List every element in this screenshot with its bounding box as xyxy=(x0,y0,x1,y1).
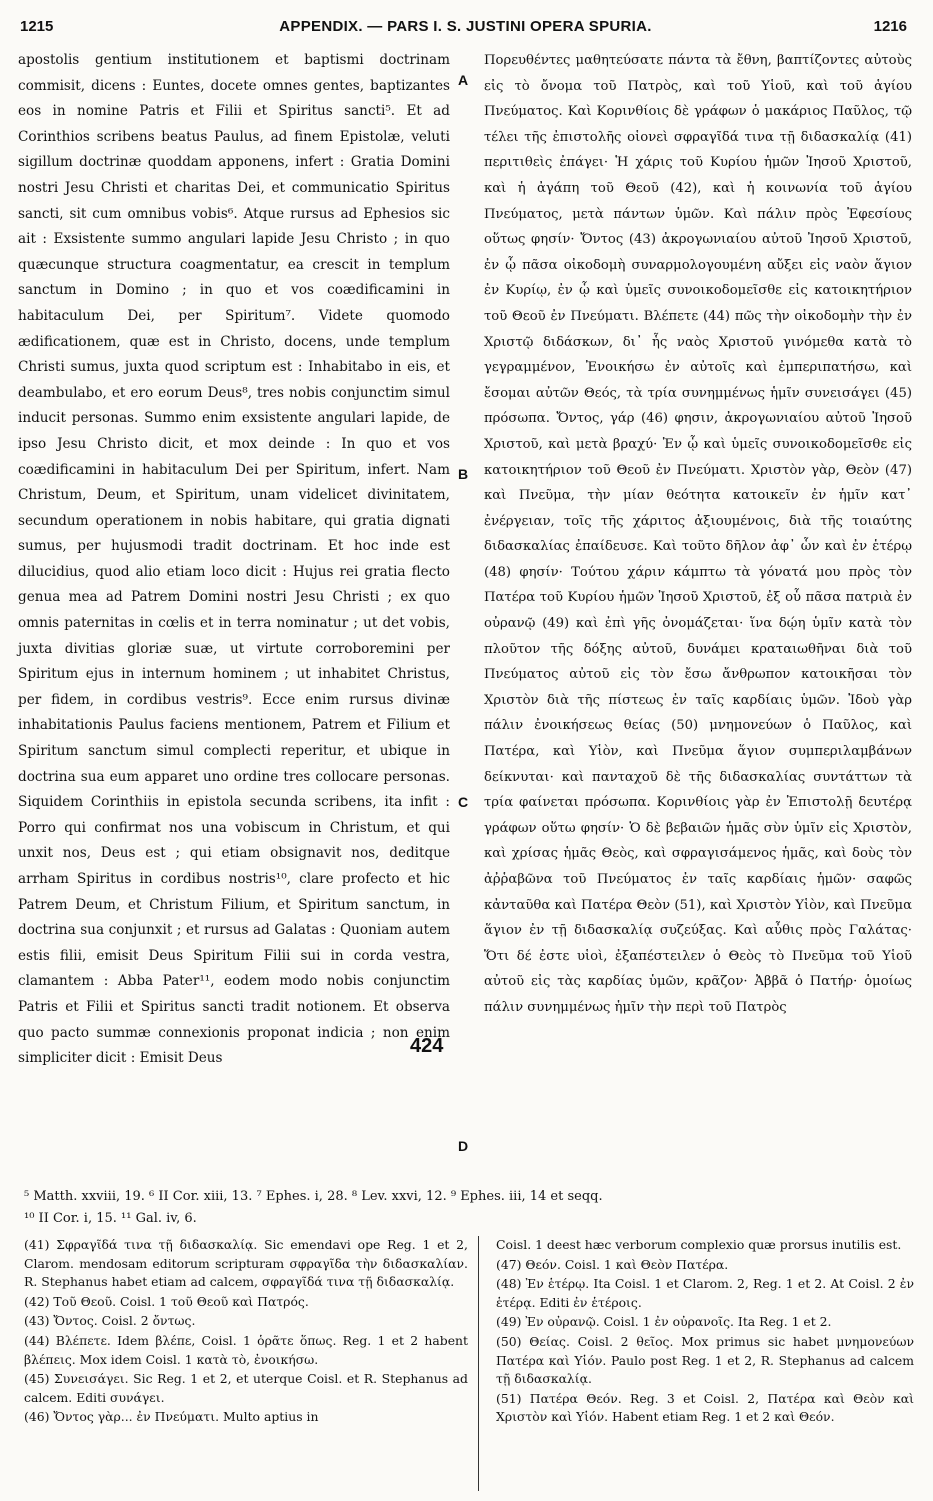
margin-letter-d: D xyxy=(458,1138,469,1154)
page-number-right: 1216 xyxy=(873,18,907,35)
scripture-ref-line: ¹⁰ II Cor. i, 15. ¹¹ Gal. iv, 6. xyxy=(24,1211,197,1226)
page xyxy=(18,14,913,1489)
footnote: (48) Ἐν ἑτέρῳ. Ita Coisl. 1 et Clarom. 2, Reg. 1 et 2. At Coisl. 2 ἐν ἑτέρᾳ. Editi ἐν ἑτέροις. xyxy=(496,1276,914,1310)
scripture-references xyxy=(24,1186,909,1230)
page-mark: 424 xyxy=(410,1035,444,1057)
footnote: (41) Σφραγῖδά τινα τῇ διδασκαλίᾳ. Sic emendavi ope Reg. 1 et 2, Clarom. mendosam editorum scripturam σφραγῖδα τὴν διδασκαλίαν. R. Stephanus habet etiam ad calcem, σφραγῖδά τινα τῇ διδασκαλίᾳ. xyxy=(24,1237,468,1290)
greek-text: Πορευθέντες μαθητεύσατε πάντα τὰ ἔθνη, βαπτίζοντες αὐτοὺς εἰς τὸ ὄνομα τοῦ Πατρὸς, καὶ τοῦ Υἱοῦ, καὶ τοῦ ἁγίου Πνεύματος. Καὶ Κορινθίοις δὲ γράφων ὁ μακάριος Παῦλος, τῷ τέλει τῆς ἐπιστολῆς οἱονεὶ σφραγῖδά τινα τῇ διδασκαλίᾳ (41) περιτιθεὶς ἐπάγει· Ἡ χάρις τοῦ Κυρίου ἡμῶν Ἰησοῦ Χριστοῦ, καὶ ἡ ἀγάπη τοῦ Θεοῦ (42), καὶ ἡ κοινωνία τοῦ ἁγίου Πνεύματος, μετὰ πάντων ὑμῶν. Καὶ πάλιν πρὸς Ἐφεσίους οὕτως φησίν· Ὄντος (43) ἀκρογωνιαίου αὐτοῦ Ἰησοῦ Χριστοῦ, ἐν ᾧ πᾶσα οἰκοδομὴ συναρμολογουμένη αὔξει εἰς ναὸν ἅγιον ἐν Κυρίῳ, ἐν ᾧ καὶ ὑμεῖς συνοικοδομεῖσθε εἰς κατοικητήριον τοῦ Θεοῦ ἐν Πνεύματι. Βλέπετε (44) πῶς τὴν οἰκοδομὴν τὴν ἐν Χριστῷ διδάσκων, δι᾽ ἧς ναὸς Χριστοῦ γινόμεθα κατὰ τὸ γεγραμμένον, Ἐνοικήσω ἐν αὐτοῖς καὶ ἐμπεριπατήσω, καὶ ἔσομαι αὐτῶν Θεός, τὰ τρία συνημμένως ἡμῖν συνεισάγει (45) πρόσωπα. Ὄντος, γάρ (46) φησιν, ἀκρογωνιαίου αὐτοῦ Ἰησοῦ Χριστοῦ, καὶ μετὰ βραχύ· Ἐν ᾧ καὶ ὑμεῖς συνοικοδομεῖσθε εἰς κατοικητήριον τοῦ Θεοῦ ἐν Πνεύματι. Χριστὸν γὰρ, Θεὸν (47) καὶ Πνεῦμα, τὴν μίαν θεότητα κατοικεῖν ἐν ἡμῖν κατ᾽ ἐνέργειαν, τοῖς τῆς χάριτος ἀξιουμένοις, διὰ τῆς τοιαύτης διδασκαλίας ἐπαίδευσε. Καὶ τοῦτο δῆλον ἀφ᾽ ὧν καὶ ἐν ἑτέρῳ (48) φησίν· Τούτου χάριν κάμπτω τὰ γόνατά μου πρὸς τὸν Πατέρα τοῦ Κυρίου ἡμῶν Ἰησοῦ Χριστοῦ, ἐξ οὗ πᾶσα πατριὰ ἐν οὐρανῷ (49) καὶ ἐπὶ γῆς ὀνομάζεται· ἵνα δῴη ὑμῖν κατὰ τὸν πλοῦτον τῆς δόξης αὐτοῦ, δυνάμει κραταιωθῆναι διὰ τοῦ Πνεύματος αὐτοῦ εἰς τὸν ἔσω ἄνθρωπον κατοικῆσαι τὸν Χριστὸν διὰ τῆς πίστεως ἐν ταῖς καρδίαις ὑμῶν. Ἰδοὺ γὰρ πάλιν ἐνοικήσεως θείας (50) μνημονεύων ὁ Παῦλος, καὶ Πατέρα, καὶ Υἱὸν, καὶ Πνεῦμα ἅγιον συμπεριλαμβάνων δείκνυται· καὶ πανταχοῦ δὲ τῆς διδασκαλίας συντάττων τὰ τρία φαίνεται πρόσωπα. Κορινθίοις γὰρ ἐν Ἐπιστολῇ δευτέρᾳ γράφων οὕτω φησίν· Ὁ δὲ βεβαιῶν ἡμᾶς σὺν ὑμῖν εἰς Χριστὸν, καὶ χρίσας ἡμᾶς Θεὸς, καὶ σφραγισάμενος ἡμᾶς, καὶ δοὺς τὸν ἀῤῥαβῶνα τοῦ Πνεύματος ἐν ταῖς καρδίαις ἡμῶν· σαφῶς κἀνταῦθα καὶ Πατέρα Θεὸν (51), καὶ Χριστὸν Υἱὸν, καὶ Πνεῦμα ἅγιον ἐν τῇ διδασκαλίᾳ συζεύξας. Καὶ αὖθις πρὸς Γαλάτας· Ὅτι δέ ἐστε υἱοὶ, ἐξαπέστειλεν ὁ Θεὸς τὸ Πνεῦμα τοῦ Υἱοῦ αὐτοῦ εἰς τὰς καρδίας ὑμῶν, κρᾶζον· Ἀββᾶ ὁ Πατήρ· ὁμοίως πάλιν συνημμένως ἡμῖν τὴν περὶ τοῦ Πατρὸς xyxy=(484,53,912,1015)
page-number-left: 1215 xyxy=(20,18,54,35)
notes-divider xyxy=(478,1236,479,1491)
footnote: Coisl. 1 deest hæc verborum complexio quæ prorsus inutilis est. xyxy=(496,1237,902,1252)
notes-right-column xyxy=(496,1236,914,1428)
footnote: (47) Θεόν. Coisl. 1 καὶ Θεὸν Πατέρα. xyxy=(496,1256,729,1272)
footnote: (50) Θείας. Coisl. 2 θεῖος. Mox primus sic habet μνημονεύων Πατέρα καὶ Υἱόν. Paulo post Reg. 1 et 2, R. Stephanus ad calcem τῇ διδασκαλίᾳ. xyxy=(496,1333,914,1387)
margin-letter-a: A xyxy=(458,72,469,88)
notes-left-column xyxy=(24,1236,468,1428)
margin-letter-b: B xyxy=(458,466,469,482)
footnote: (43) Ὄντος. Coisl. 2 ὄντως. xyxy=(24,1313,196,1329)
header-title: APPENDIX. — PARS I. S. JUSTINI OPERA SPURIA. xyxy=(279,18,652,35)
latin-column xyxy=(18,48,450,1072)
footnote: (44) Βλέπετε. Idem βλέπε, Coisl. 1 ὁρᾶτε ὅπως. Reg. 1 et 2 habent βλέπεις. Mox idem Coisl. 1 κατὰ τὸ, ἐνοικήσω. xyxy=(24,1332,468,1367)
latin-text: apostolis gentium institutionem et baptismi doctrinam commisit, dicens : Euntes, docete omnes gentes, baptizantes eos in nomine Patris et Filii et Spiritus sancti⁵. Et ad Corinthios scribens beatus Paulus, ad finem Epistolæ, veluti sigillum doctrinæ quoddam apponens, infert : Gratia Domini nostri Jesu Christi et charitas Dei, et communicatio Spiritus sancti, sit cum omnibus vobis⁶. Atque rursus ad Ephesios sic ait : Exsistente summo angulari lapide Jesu Christo ; in quo quæcunque structura coagmentatur, ea crescit in templum sanctum in Domino ; in quo et vos coædificamini in habitaculum Dei, per Spiritum⁷. Videte quomodo ædificationem, quæ est in Christo, docens, unde templum Christi sumus, juxta quod scriptum est : Inhabitabo in eis, et deambulabo, et ero eorum Deus⁸, tres nobis conjunctim simul inducit personas. Summo enim exsistente angulari lapide, de ipso Jesu Christo dicit, et mox deinde : In quo et vos coædificamini in habitaculum Dei per Spiritum, infert. Nam Christum, Deum, et Spiritum, unam videlicet divinitatem, secundum operationem in nobis habitare, qui gratia dignati sumus, per hujusmodi tradit doctrinam. Et hoc inde est dilucidius, quod alio etiam loco dicit : Hujus rei gratia flecto genua mea ad Patrem Domini nostri Jesu Christi ; ex quo omnis paternitas in cœlis et in terra nominatur ; ut det vobis, juxta divitias gloriæ suæ, ut virtute corroboremini per Spiritum ejus in internum hominem ; ut inhabitet Christus, per fidem, in cordibus vestris⁹. Ecce enim rursus divinæ inhabitationis Paulus faciens mentionem, Patrem et Filium et Spiritum sanctum simul complecti reperitur, et ubique in doctrina sua eum apparet uno ordine tres collocare personas. Siquidem Corinthiis in epistola secunda scribens, ita infit : Porro qui confirmat nos una vobiscum in Christum, et qui unxit nos, Deus est ; qui etiam obsignavit nos, deditque arrham Spiritus in cordibus nostris¹⁰, clare profecto et hic Patrem Deum, et Christum Filium, et Spiritum sanctum, in doctrina sua conjunxit ; et rursus ad Galatas : Quoniam autem estis filii, emisit Deus Spiritum Filii sui in corda vestra, clamantem : Abba Pater¹¹, eodem modo nobis conjunctim Patris et Filii et Spiritus sancti tradit notionem. Et observa quo pacto summæ connexionis proponat indicia ; non enim simpliciter dicit : Emisit Deus xyxy=(18,52,450,1067)
footnote: (49) Ἐν οὐρανῷ. Coisl. 1 ἐν οὐρανοῖς. Ita Reg. 1 et 2. xyxy=(496,1314,832,1330)
margin-letter-c: C xyxy=(458,794,469,810)
greek-column xyxy=(484,48,912,1021)
footnote: (51) Πατέρα Θεόν. Reg. 3 et Coisl. 2, Πατέρα καὶ Θεὸν καὶ Χριστὸν καὶ Υἱόν. Habent etiam Reg. 1 et 2 καὶ Θεόν. xyxy=(496,1390,914,1425)
footnote: (45) Συνεισάγει. Sic Reg. 1 et 2, et uterque Coisl. et R. Stephanus ad calcem. Editi συνάγει. xyxy=(24,1371,468,1405)
scripture-ref-line: ⁵ Matth. xxviii, 19. ⁶ II Cor. xiii, 13. ⁷ Ephes. i, 28. ⁸ Lev. xxvi, 12. ⁹ Ephes. iii, 14 et seqq. xyxy=(24,1189,603,1204)
footnote: (42) Τοῦ Θεοῦ. Coisl. 1 τοῦ Θεοῦ καὶ Πατρός. xyxy=(24,1293,309,1309)
footnote: (46) Ὄντος γὰρ... ἐν Πνεύματι. Multo aptius in xyxy=(24,1409,319,1425)
running-header xyxy=(18,14,913,40)
